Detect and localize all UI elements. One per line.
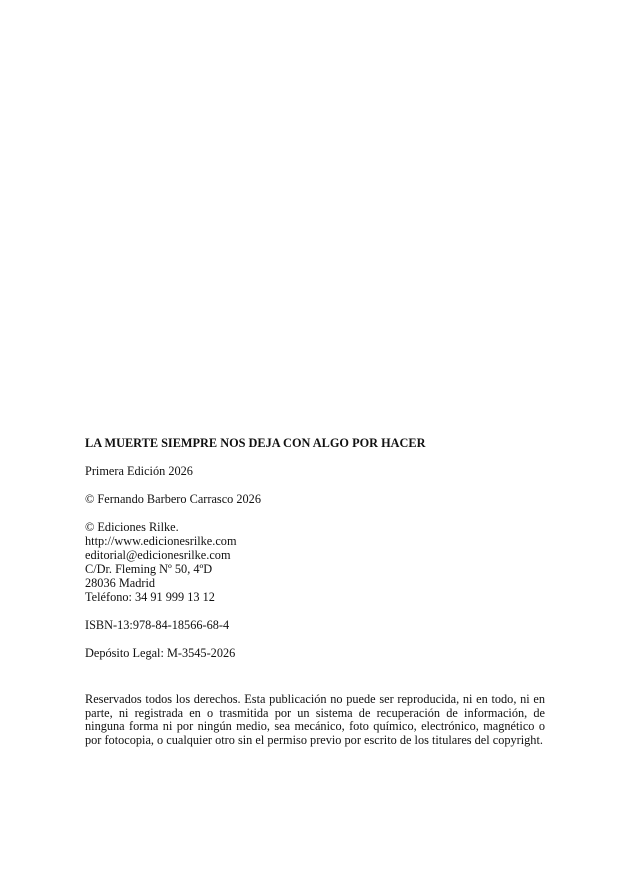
publisher-phone: Teléfono: 34 91 999 13 12 — [85, 590, 215, 604]
publisher-name: © Ediciones Rilke. — [85, 520, 179, 534]
spacer — [85, 450, 545, 464]
publisher-address-line1: C/Dr. Fleming Nº 50, 4ºD — [85, 562, 213, 576]
spacer — [85, 478, 545, 492]
spacer — [85, 632, 545, 646]
publisher-info — [85, 520, 545, 604]
legal-deposit: Depósito Legal: M-3545-2026 — [85, 646, 236, 660]
rights-notice: Reservados todos los derechos. Esta publicación no puede ser reproducida, ni en todo, ni en parte, ni registrada en o trasmitida por un sistema de recuperación de información, de ninguna forma ni por ningún medio, sea mecánico, foto químico, electrónico, magnético o por fotocopia, o cualquier otro sin el permiso previo por escrito de los titulares del copyright. — [85, 692, 545, 747]
credits-block — [85, 436, 545, 660]
publisher-website: http://www.edicionesrilke.com — [85, 534, 237, 548]
book-title: LA MUERTE SIEMPRE NOS DEJA CON ALGO POR HACER — [85, 436, 426, 450]
spacer — [85, 604, 545, 618]
publisher-address-line2: 28036 Madrid — [85, 576, 156, 590]
publisher-email: editorial@edicionesrilke.com — [85, 548, 231, 562]
edition-line: Primera Edición 2026 — [85, 464, 193, 478]
isbn: ISBN-13:978-84-18566-68-4 — [85, 618, 230, 632]
author-copyright: © Fernando Barbero Carrasco 2026 — [85, 492, 261, 506]
spacer — [85, 506, 545, 520]
